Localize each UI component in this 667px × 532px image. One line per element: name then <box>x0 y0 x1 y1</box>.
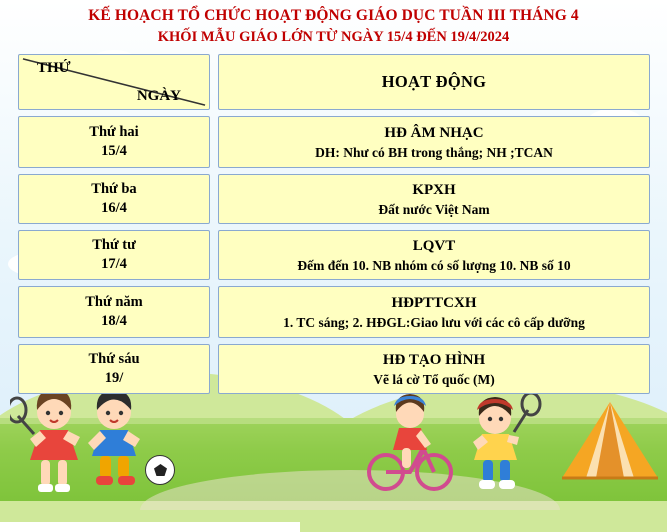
day-cell <box>18 286 210 338</box>
header-cell-day <box>18 54 210 110</box>
activity-title: HĐ ÂM NHẠC <box>384 124 484 141</box>
table-row <box>18 344 650 394</box>
boy-with-badminton-racket-icon <box>462 392 542 500</box>
day-name: Thứ hai <box>89 124 139 140</box>
day-cell <box>18 174 210 224</box>
activity-cell <box>218 230 650 280</box>
activity-cell <box>218 116 650 168</box>
title-line-2: KHỐI MẪU GIÁO LỚN TỪ NGÀY 15/4 ĐẾN 19/4/2024 <box>157 29 510 45</box>
camping-tent-icon <box>558 398 662 490</box>
header-label-ngay: NGÀY <box>136 88 181 104</box>
activity-detail: Đất nước Việt Nam <box>378 201 490 217</box>
day-date: 16/4 <box>101 200 127 216</box>
activity-detail: Đếm đến 10. NB nhóm có số lượng 10. NB số 10 <box>297 257 571 273</box>
day-date: 15/4 <box>101 143 127 159</box>
page-title <box>0 6 667 47</box>
day-cell <box>18 230 210 280</box>
boy-playing-soccer-icon <box>78 388 154 498</box>
day-cell <box>18 116 210 168</box>
table-row <box>18 286 650 338</box>
table-row <box>18 116 650 168</box>
day-name: Thứ ba <box>91 181 137 197</box>
header-cell-activity: HOẠT ĐỘNG <box>218 54 650 110</box>
activity-title: LQVT <box>412 237 456 254</box>
table-row <box>18 174 650 224</box>
activity-cell <box>218 286 650 338</box>
activity-title: HĐPTTCXH <box>391 294 477 311</box>
header-label-thu: THỨ <box>37 60 71 76</box>
day-name: Thứ tư <box>92 237 136 253</box>
activity-detail: Vẽ lá cờ Tổ quốc (M) <box>373 371 495 387</box>
soccer-ball-icon <box>145 455 175 485</box>
day-name: Thứ sáu <box>88 351 140 367</box>
table-row <box>18 230 650 280</box>
title-line-1: KẾ HOẠCH TỔ CHỨC HOẠT ĐỘNG GIÁO DỤC TUẦN III THÁNG 4 <box>88 7 579 24</box>
table-header-row <box>18 54 650 110</box>
girl-on-bicycle-icon <box>366 392 456 497</box>
activity-cell <box>218 344 650 394</box>
activity-detail: DH: Như có BH trong thắng; NH ;TCAN <box>315 144 553 160</box>
weekly-schedule-table <box>18 54 650 400</box>
day-date: 19/ <box>104 370 124 386</box>
activity-cell <box>218 174 650 224</box>
girl-with-badminton-racket-icon <box>10 386 88 496</box>
day-date: 17/4 <box>101 256 127 272</box>
day-date: 18/4 <box>101 313 127 329</box>
activity-title: HĐ TẠO HÌNH <box>382 351 486 368</box>
activity-detail: 1. TC sáng; 2. HĐGL:Giao lưu với các cô cấp dưỡng <box>283 314 585 330</box>
day-cell <box>18 344 210 394</box>
day-name: Thứ năm <box>85 294 143 310</box>
activity-title: KPXH <box>412 181 456 198</box>
